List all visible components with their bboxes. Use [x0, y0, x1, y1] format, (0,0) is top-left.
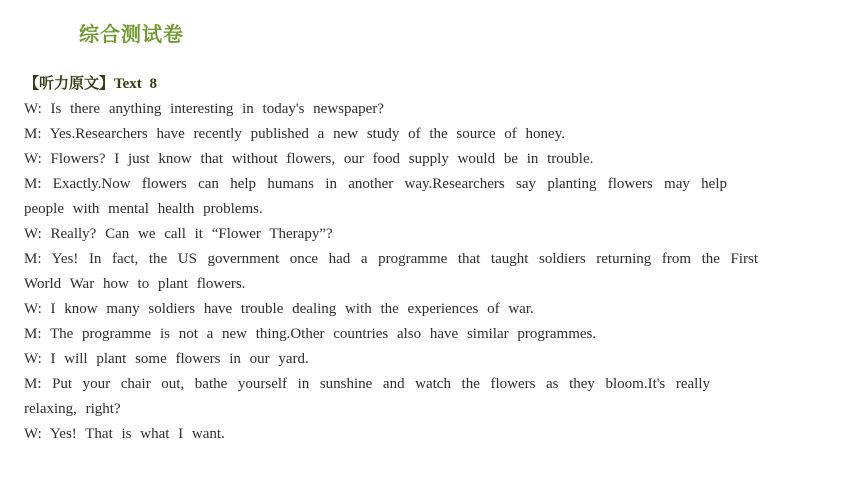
transcript-line: W: Really? Can we call it “Flower Therapy”?	[24, 226, 333, 242]
transcript-line: W: Flowers? I just know that without flowers, our food supply would be in trouble.	[24, 151, 594, 167]
transcript-line: W: I will plant some flowers in our yard.	[24, 351, 309, 367]
transcript-line: people with mental health problems.	[24, 201, 263, 217]
transcript-heading	[24, 72, 774, 94]
transcript-line: World War how to plant flowers.	[24, 276, 246, 292]
transcript-line: M: The programme is not a new thing.Other countries also have similar programmes.	[24, 326, 597, 342]
transcript-line: W: Yes! That is what I want.	[24, 426, 225, 442]
transcript-heading-text: Text 8	[114, 76, 158, 92]
transcript-line: M: Yes! In fact, the US government once had a programme that taught soldiers returning from the First	[24, 251, 758, 267]
transcript-line: M: Yes.Researchers have recently published a new study of the source of honey.	[24, 126, 565, 142]
transcript-line: W: Is there anything interesting in today's newspaper?	[24, 101, 384, 117]
slide-title: 综合测试卷	[79, 22, 184, 46]
transcript-heading-label: 【听力原文】	[24, 74, 115, 92]
transcript-line: W: I know many soldiers have trouble dealing with the experiences of war.	[24, 301, 534, 317]
transcript-line: relaxing, right?	[24, 401, 121, 417]
transcript-line: M: Exactly.Now flowers can help humans in another way.Researchers say planting flowers may help	[24, 176, 727, 192]
transcript-line: M: Put your chair out, bathe yourself in sunshine and watch the flowers as they bloom.It's really	[24, 376, 710, 392]
transcript-body	[24, 72, 774, 447]
